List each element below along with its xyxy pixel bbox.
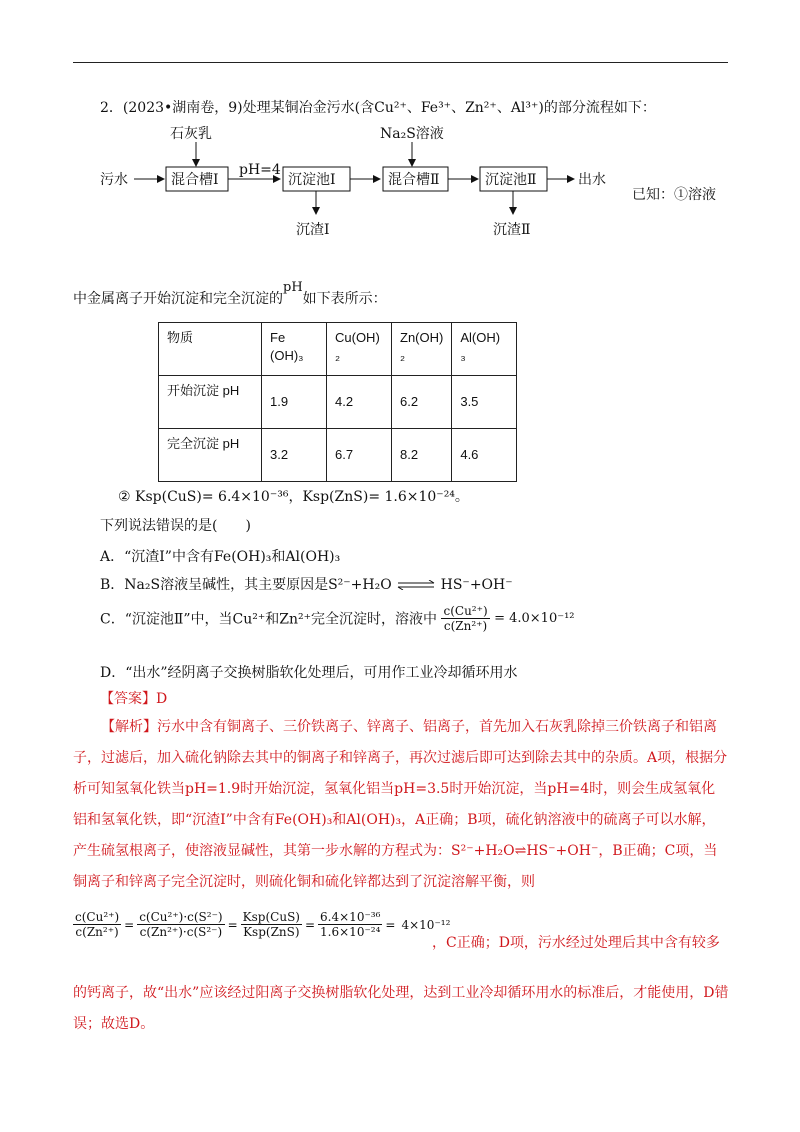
flow-reagent2: Na₂S溶液 — [380, 126, 444, 142]
table-cell: 6.2 — [392, 376, 452, 429]
table-cell: 物质 — [159, 323, 262, 376]
option-c-fraction: $\frac{\text{c(Cu²⁺)}}{\text{c(Zn²⁺)}}$ — [443, 604, 488, 633]
table-cell: 8.2 — [392, 429, 452, 482]
table-cell: 4.6 — [452, 429, 517, 482]
explanation-end: 的钙离子，故“出水”应该经过阳离子交换树脂软化处理，达到工业冷却循环用水的标准后，才能使用，D错误；故选D。 — [73, 985, 729, 1032]
ph-word: pH — [283, 280, 303, 295]
process-flow-diagram — [100, 118, 640, 243]
flow-reagent1: 石灰乳 — [170, 126, 212, 142]
table-cell: 4.2 — [327, 376, 392, 429]
option-d: D．“出水”经阴离子交换树脂软化处理后，可用作工业冷却循环用水 — [100, 665, 518, 681]
table-row — [159, 429, 517, 482]
flow-residue2: 沉渣Ⅱ — [493, 222, 531, 238]
table-cell: 1.9 — [262, 376, 327, 429]
flow-box2-label: 沉淀池Ⅰ — [288, 172, 336, 188]
flow-input: 污水 — [100, 172, 128, 188]
table-cell: Zn(OH) ₂ — [392, 323, 452, 376]
table-header-row — [159, 323, 517, 376]
question-stem: 处理某铜冶金污水(含Cu²⁺、Fe³⁺、Zn²⁺、Al³⁺)的部分流程如下： — [242, 100, 656, 116]
known-line2: 中金属离子开始沉淀和完全沉淀的pH如下表所示： — [73, 280, 387, 307]
table-cell: Cu(OH) ₂ — [327, 323, 392, 376]
ph-table — [158, 322, 517, 482]
table-cell: 开始沉淀 pH — [159, 376, 262, 429]
table-cell: 3.2 — [262, 429, 327, 482]
table-cell: 完全沉淀 pH — [159, 429, 262, 482]
question-source: (2023•湖南卷，9) — [122, 100, 243, 116]
option-c: C．“沉淀池Ⅱ”中，当Cu²⁺和Zn²⁺完全沉淀时，溶液中 $\frac{\text{c(Cu²⁺)}}{\text{c(Zn²⁺)}}$ = 4.0×10⁻¹² — [100, 604, 575, 633]
equation: $\frac{\text{c(Cu²⁺)}}{\text{c(Zn²⁺)}}$ = $\frac{\text{c(Cu²⁺)·c(S²⁻)}}{\text{c(Zn²⁺)·c(S²⁻)}}$ = $\frac{\text{Ksp(CuS)}}{\text{Ksp(ZnS)}}$ = $\frac{\text{6.4×10⁻³⁶}}{\text{1.6×10⁻²⁴}}$ = 4×10⁻¹² — [75, 910, 451, 939]
table-cell: 6.7 — [327, 429, 392, 482]
table-cell: Al(OH) ₃ — [452, 323, 517, 376]
explanation-after-equation: ，C正确；D项，污水经过处理后其中含有较多 — [432, 935, 720, 951]
flow-ph-label: pH=4 — [239, 162, 281, 178]
flow-box1-label: 混合槽Ⅰ — [171, 172, 219, 188]
flow-box3-label: 混合槽Ⅱ — [388, 172, 440, 188]
explanation: 【解析】污水中含有铜离子、三价铁离子、锌离子、铝离子，首先加入石灰乳除掉三价铁离子和铝离子，过滤后，加入硫化钠除去其中的铜离子和锌离子，再次过滤后即可达到除去其中的杂质。A项，根据分析可知氢氧化铁当pH=1.9时开始沉淀，氢氧化铝当pH=3.5时开始沉淀，当pH=4时，则会生成氢氧化铝和氢氧化铁，即“沉渣Ⅰ”中含有Fe(OH)₃和Al(OH)₃，A正确；B项，硫化钠溶液中的硫离子可以水解，产生硫氢根离子，使溶液显碱性，其第一步水解的方程式为：S²⁻+H₂O⇌HS⁻+OH⁻，B正确；C项，当铜离子和锌离子完全沉淀时，则硫化铜和硫化锌都达到了沉淀溶解平衡，则 — [73, 719, 728, 890]
question-number: 2． — [100, 100, 123, 116]
flow-residue1: 沉渣Ⅰ — [296, 222, 330, 238]
flow-box4-label: 沉淀池Ⅱ — [485, 172, 537, 188]
table-cell: Fe (OH)₃ — [262, 323, 327, 376]
equilibrium-arrow-icon — [396, 580, 436, 590]
option-a: A．“沉渣Ⅰ”中含有Fe(OH)₃和Al(OH)₃ — [100, 549, 341, 565]
answer: 【答案】D — [100, 691, 168, 707]
question-title — [100, 97, 656, 117]
ksp-line: ② Ksp(CuS)= 6.4×10⁻³⁶，Ksp(ZnS)= 1.6×10⁻²⁴。 — [118, 489, 469, 505]
top-rule — [73, 62, 728, 63]
question-prompt: 下列说法错误的是( ) — [100, 518, 251, 534]
table-cell: 3.5 — [452, 376, 517, 429]
known-intro: 已知：①溶液 — [632, 187, 716, 203]
flow-output: 出水 — [578, 172, 606, 188]
option-b: B．Na₂S溶液呈碱性，其主要原因是S²⁻+H₂O HS⁻+OH⁻ — [100, 577, 513, 593]
table-row — [159, 376, 517, 429]
